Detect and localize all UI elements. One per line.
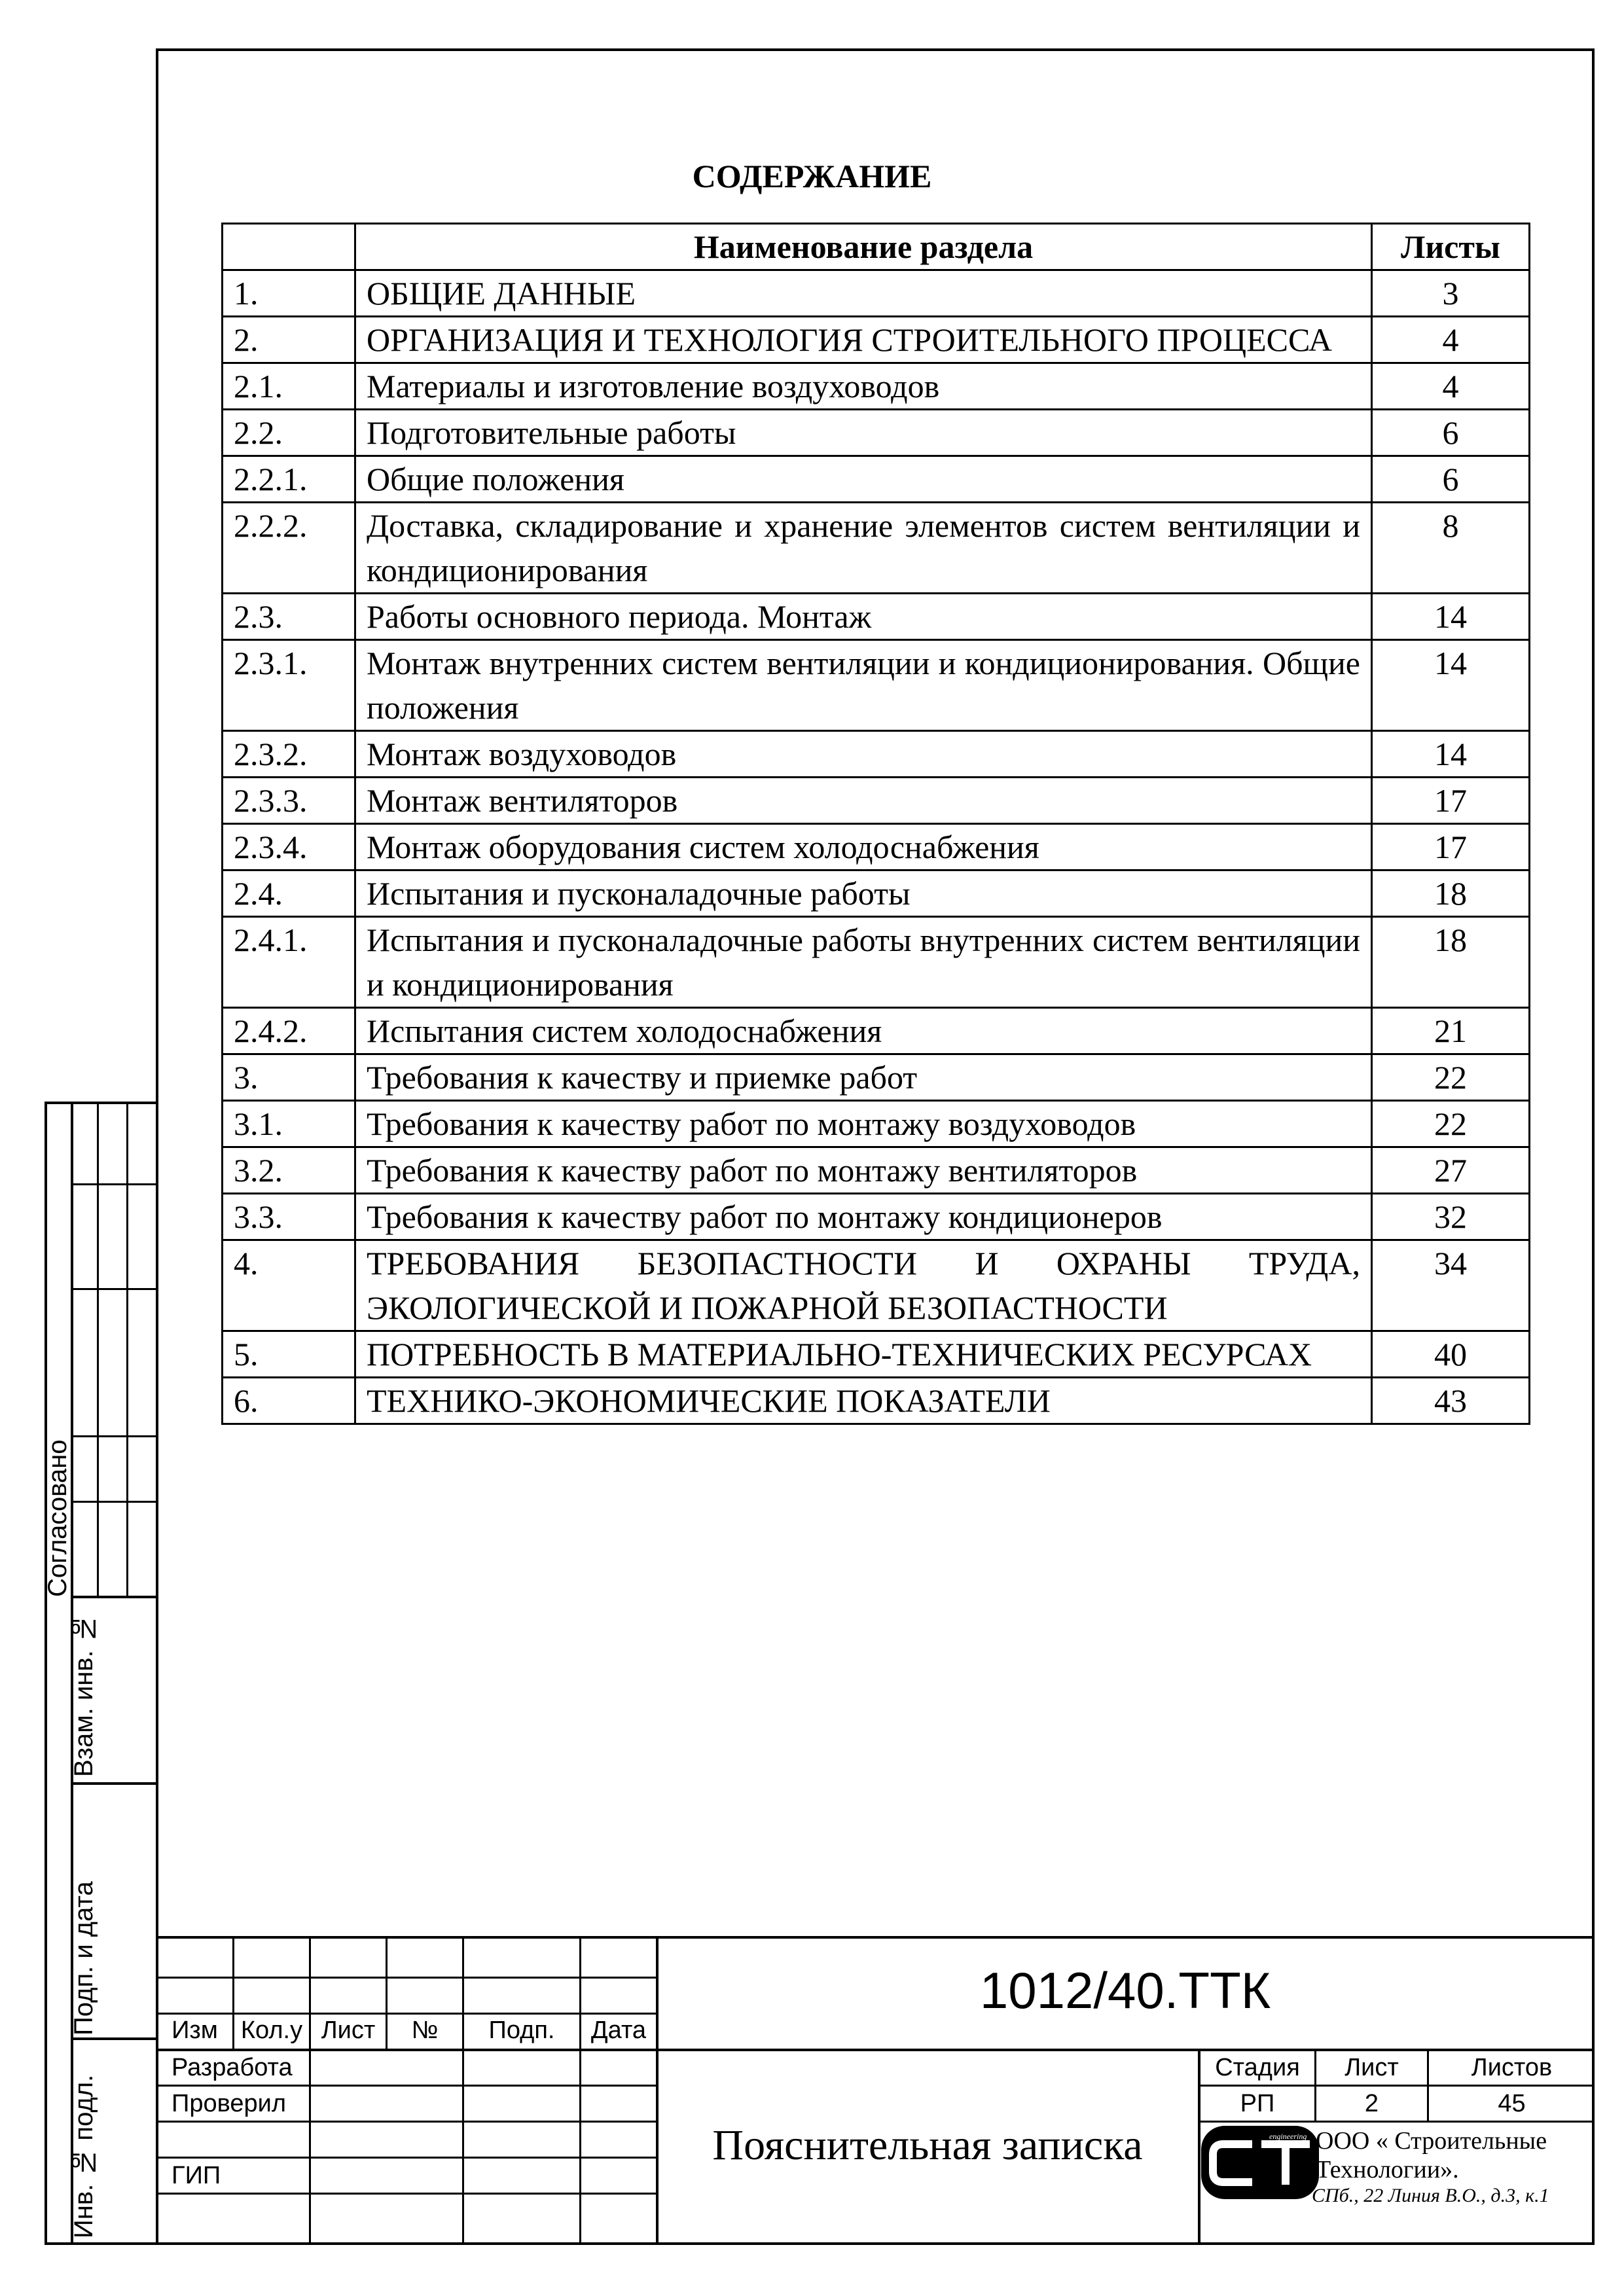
- section-name: Испытания и пусконаладочные работы внутренних систем вентиляции и кондиционирования: [355, 917, 1372, 1008]
- contents-row: [223, 731, 1530, 778]
- row-number: 2.1.: [223, 363, 355, 410]
- stamp-agreed-label: Согласовано: [43, 1439, 72, 1597]
- page-title: СОДЕРЖАНИЕ: [692, 158, 932, 194]
- role-chief-engineer: ГИП: [171, 2162, 221, 2189]
- contents-row: [223, 824, 1530, 870]
- contents-row: [223, 1101, 1530, 1147]
- section-name: Монтаж внутренних систем вентиляции и кондиционирования. Общие положения: [355, 640, 1372, 731]
- document-name: Пояснительная записка: [712, 2121, 1143, 2169]
- section-name: Требования к качеству работ по монтажу кондиционеров: [355, 1194, 1372, 1240]
- sheet-number: 4: [1372, 363, 1530, 410]
- row-number: 2.3.: [223, 594, 355, 640]
- row-number: 2.3.3.: [223, 778, 355, 824]
- col-header-sheet: Лист: [321, 2017, 376, 2044]
- contents-row: [223, 503, 1530, 594]
- contents-row: [223, 410, 1530, 456]
- stamp-outer-left: [45, 1102, 47, 2245]
- sheet-number: 17: [1372, 778, 1530, 824]
- col-header-date: Дата: [590, 2017, 647, 2044]
- stamp-sign-date-label: Подп. и дата: [69, 1881, 98, 2036]
- sheet-number: 14: [1372, 594, 1530, 640]
- row-number: 2.4.1.: [223, 917, 355, 1008]
- sheet-number: 32: [1372, 1194, 1530, 1240]
- contents-row: [223, 640, 1530, 731]
- section-name: Монтаж оборудования систем холодоснабжения: [355, 824, 1372, 870]
- stamp-inv-original-label: Инв. № подл.: [69, 2074, 98, 2238]
- contents-row: [223, 317, 1530, 363]
- row-number: 2.4.2.: [223, 1008, 355, 1054]
- section-name: Материалы и изготовление воздуховодов: [355, 363, 1372, 410]
- contents-row: [223, 1008, 1530, 1054]
- stamp-col-line-2: [97, 1102, 99, 1597]
- company-logo: [1201, 2126, 1319, 2199]
- row-number: 3.2.: [223, 1147, 355, 1194]
- stage-label: Стадия: [1215, 2054, 1300, 2081]
- row-number: 2.2.: [223, 410, 355, 456]
- sheets-total-value: 45: [1498, 2090, 1526, 2117]
- contents-row: [223, 1194, 1530, 1240]
- contents-row: [223, 1054, 1530, 1101]
- contents-row: [223, 1331, 1530, 1378]
- sheet-number: 21: [1372, 1008, 1530, 1054]
- stamp-row-line: [71, 1183, 156, 1185]
- sheet-number: 18: [1372, 870, 1530, 917]
- sheet-number: 22: [1372, 1054, 1530, 1101]
- section-name: Подготовительные работы: [355, 410, 1372, 456]
- org-address: СПб., 22 Линия В.О., д.3, к.1: [1312, 2185, 1549, 2206]
- row-number: 3.: [223, 1054, 355, 1101]
- section-name: Испытания систем холодоснабжения: [355, 1008, 1372, 1054]
- col-header-change: Изм: [171, 2017, 218, 2044]
- contents-body: [223, 270, 1530, 1424]
- section-name: Требования к качеству работ по монтажу вентиляторов: [355, 1147, 1372, 1194]
- row-number: 3.3.: [223, 1194, 355, 1240]
- sheet-number: 3: [1372, 270, 1530, 317]
- sheet-number: 6: [1372, 410, 1530, 456]
- sheet-number: 18: [1372, 917, 1530, 1008]
- section-name: Монтаж воздуховодов: [355, 731, 1372, 778]
- row-number: 2.3.4.: [223, 824, 355, 870]
- section-name: Требования к качеству и приемке работ: [355, 1054, 1372, 1101]
- contents-row: [223, 870, 1530, 917]
- row-number: 2.2.1.: [223, 456, 355, 503]
- section-name: Испытания и пусконаладочные работы: [355, 870, 1372, 917]
- stamp-row-line: [71, 1501, 156, 1503]
- row-number: 2.: [223, 317, 355, 363]
- section-name: Монтаж вентиляторов: [355, 778, 1372, 824]
- sheet-number: 4: [1372, 317, 1530, 363]
- col-header-qty: Кол.у: [240, 2017, 303, 2044]
- org-name-line2: Технологии».: [1316, 2156, 1459, 2183]
- contents-row: [223, 456, 1530, 503]
- sheet-number: 27: [1372, 1147, 1530, 1194]
- section-name: Общие положения: [355, 456, 1372, 503]
- stamp-row-line: [71, 1596, 156, 1598]
- role-developer: Разработа: [171, 2054, 293, 2081]
- logo-mark-text: engineering: [1269, 2132, 1307, 2141]
- row-number: 4.: [223, 1240, 355, 1331]
- stamp-replace-inv-label: Взам. инв. №: [69, 1614, 98, 1777]
- sheet-number: 34: [1372, 1240, 1530, 1331]
- stamp-bottom: [45, 2242, 157, 2245]
- org-name-line1: ООО « Строительные: [1316, 2127, 1547, 2155]
- stamp-top: [45, 1102, 157, 1104]
- row-number: 2.2.2.: [223, 503, 355, 594]
- contents-row: [223, 778, 1530, 824]
- sheet-value: 2: [1364, 2090, 1379, 2117]
- section-name: Работы основного периода. Монтаж: [355, 594, 1372, 640]
- sheet-number: 40: [1372, 1331, 1530, 1378]
- contents-row: [223, 1378, 1530, 1424]
- row-number: 3.1.: [223, 1101, 355, 1147]
- document-code: 1012/40.ТТК: [979, 1962, 1271, 2019]
- sheet-label: Лист: [1344, 2054, 1399, 2081]
- row-number: 5.: [223, 1331, 355, 1378]
- section-name: ОБЩИЕ ДАННЫЕ: [355, 270, 1372, 317]
- sheet-number: 22: [1372, 1101, 1530, 1147]
- sheet-number: 8: [1372, 503, 1530, 594]
- section-name: ОРГАНИЗАЦИЯ И ТЕХНОЛОГИЯ СТРОИТЕЛЬНОГО ПРОЦЕССА: [355, 317, 1372, 363]
- contents-row: [223, 917, 1530, 1008]
- section-name: ТЕХНИКО-ЭКОНОМИЧЕСКИЕ ПОКАЗАТЕЛИ: [355, 1378, 1372, 1424]
- contents-row: [223, 363, 1530, 410]
- section-name: Требования к качеству работ по монтажу воздуховодов: [355, 1101, 1372, 1147]
- header-section-name: Наименование раздела: [355, 224, 1372, 270]
- row-number: 2.4.: [223, 870, 355, 917]
- header-sheets: Листы: [1372, 224, 1530, 270]
- contents-row: [223, 1147, 1530, 1194]
- stamp-row-line: [71, 2037, 156, 2040]
- row-number: 6.: [223, 1378, 355, 1424]
- contents-row: [223, 594, 1530, 640]
- section-name: ПОТРЕБНОСТЬ В МАТЕРИАЛЬНО-ТЕХНИЧЕСКИХ РЕСУРСАХ: [355, 1331, 1372, 1378]
- stamp-row-line: [71, 1288, 156, 1290]
- col-header-number: №: [411, 2017, 439, 2044]
- stamp-row-line: [71, 1782, 156, 1785]
- role-checker: Проверил: [171, 2090, 287, 2117]
- sheet-number: 43: [1372, 1378, 1530, 1424]
- contents-header-row: [223, 224, 1530, 270]
- header-num: [223, 224, 355, 270]
- sheet-number: 17: [1372, 824, 1530, 870]
- contents-table: [221, 223, 1530, 1425]
- section-name: Доставка, складирование и хранение элементов систем вентиляции и кондиционирования: [355, 503, 1372, 594]
- col-header-signature: Подп.: [488, 2017, 555, 2044]
- row-number: 2.3.2.: [223, 731, 355, 778]
- contents-row: [223, 270, 1530, 317]
- sheet-number: 6: [1372, 456, 1530, 503]
- sheets-label: Листов: [1471, 2054, 1553, 2081]
- row-number: 1.: [223, 270, 355, 317]
- contents-row: [223, 1240, 1530, 1331]
- stamp-col-line-3: [126, 1102, 128, 1597]
- sheet-number: 14: [1372, 640, 1530, 731]
- stage-value: РП: [1240, 2090, 1275, 2117]
- sheet-number: 14: [1372, 731, 1530, 778]
- section-name: ТРЕБОВАНИЯ БЕЗОПАСТНОСТИ И ОХРАНЫ ТРУДА, ЭКОЛОГИЧЕСКОЙ И ПОЖАРНОЙ БЕЗОПАСТНОСТИ: [355, 1240, 1372, 1331]
- stamp-row-line: [71, 1435, 156, 1437]
- row-number: 2.3.1.: [223, 640, 355, 731]
